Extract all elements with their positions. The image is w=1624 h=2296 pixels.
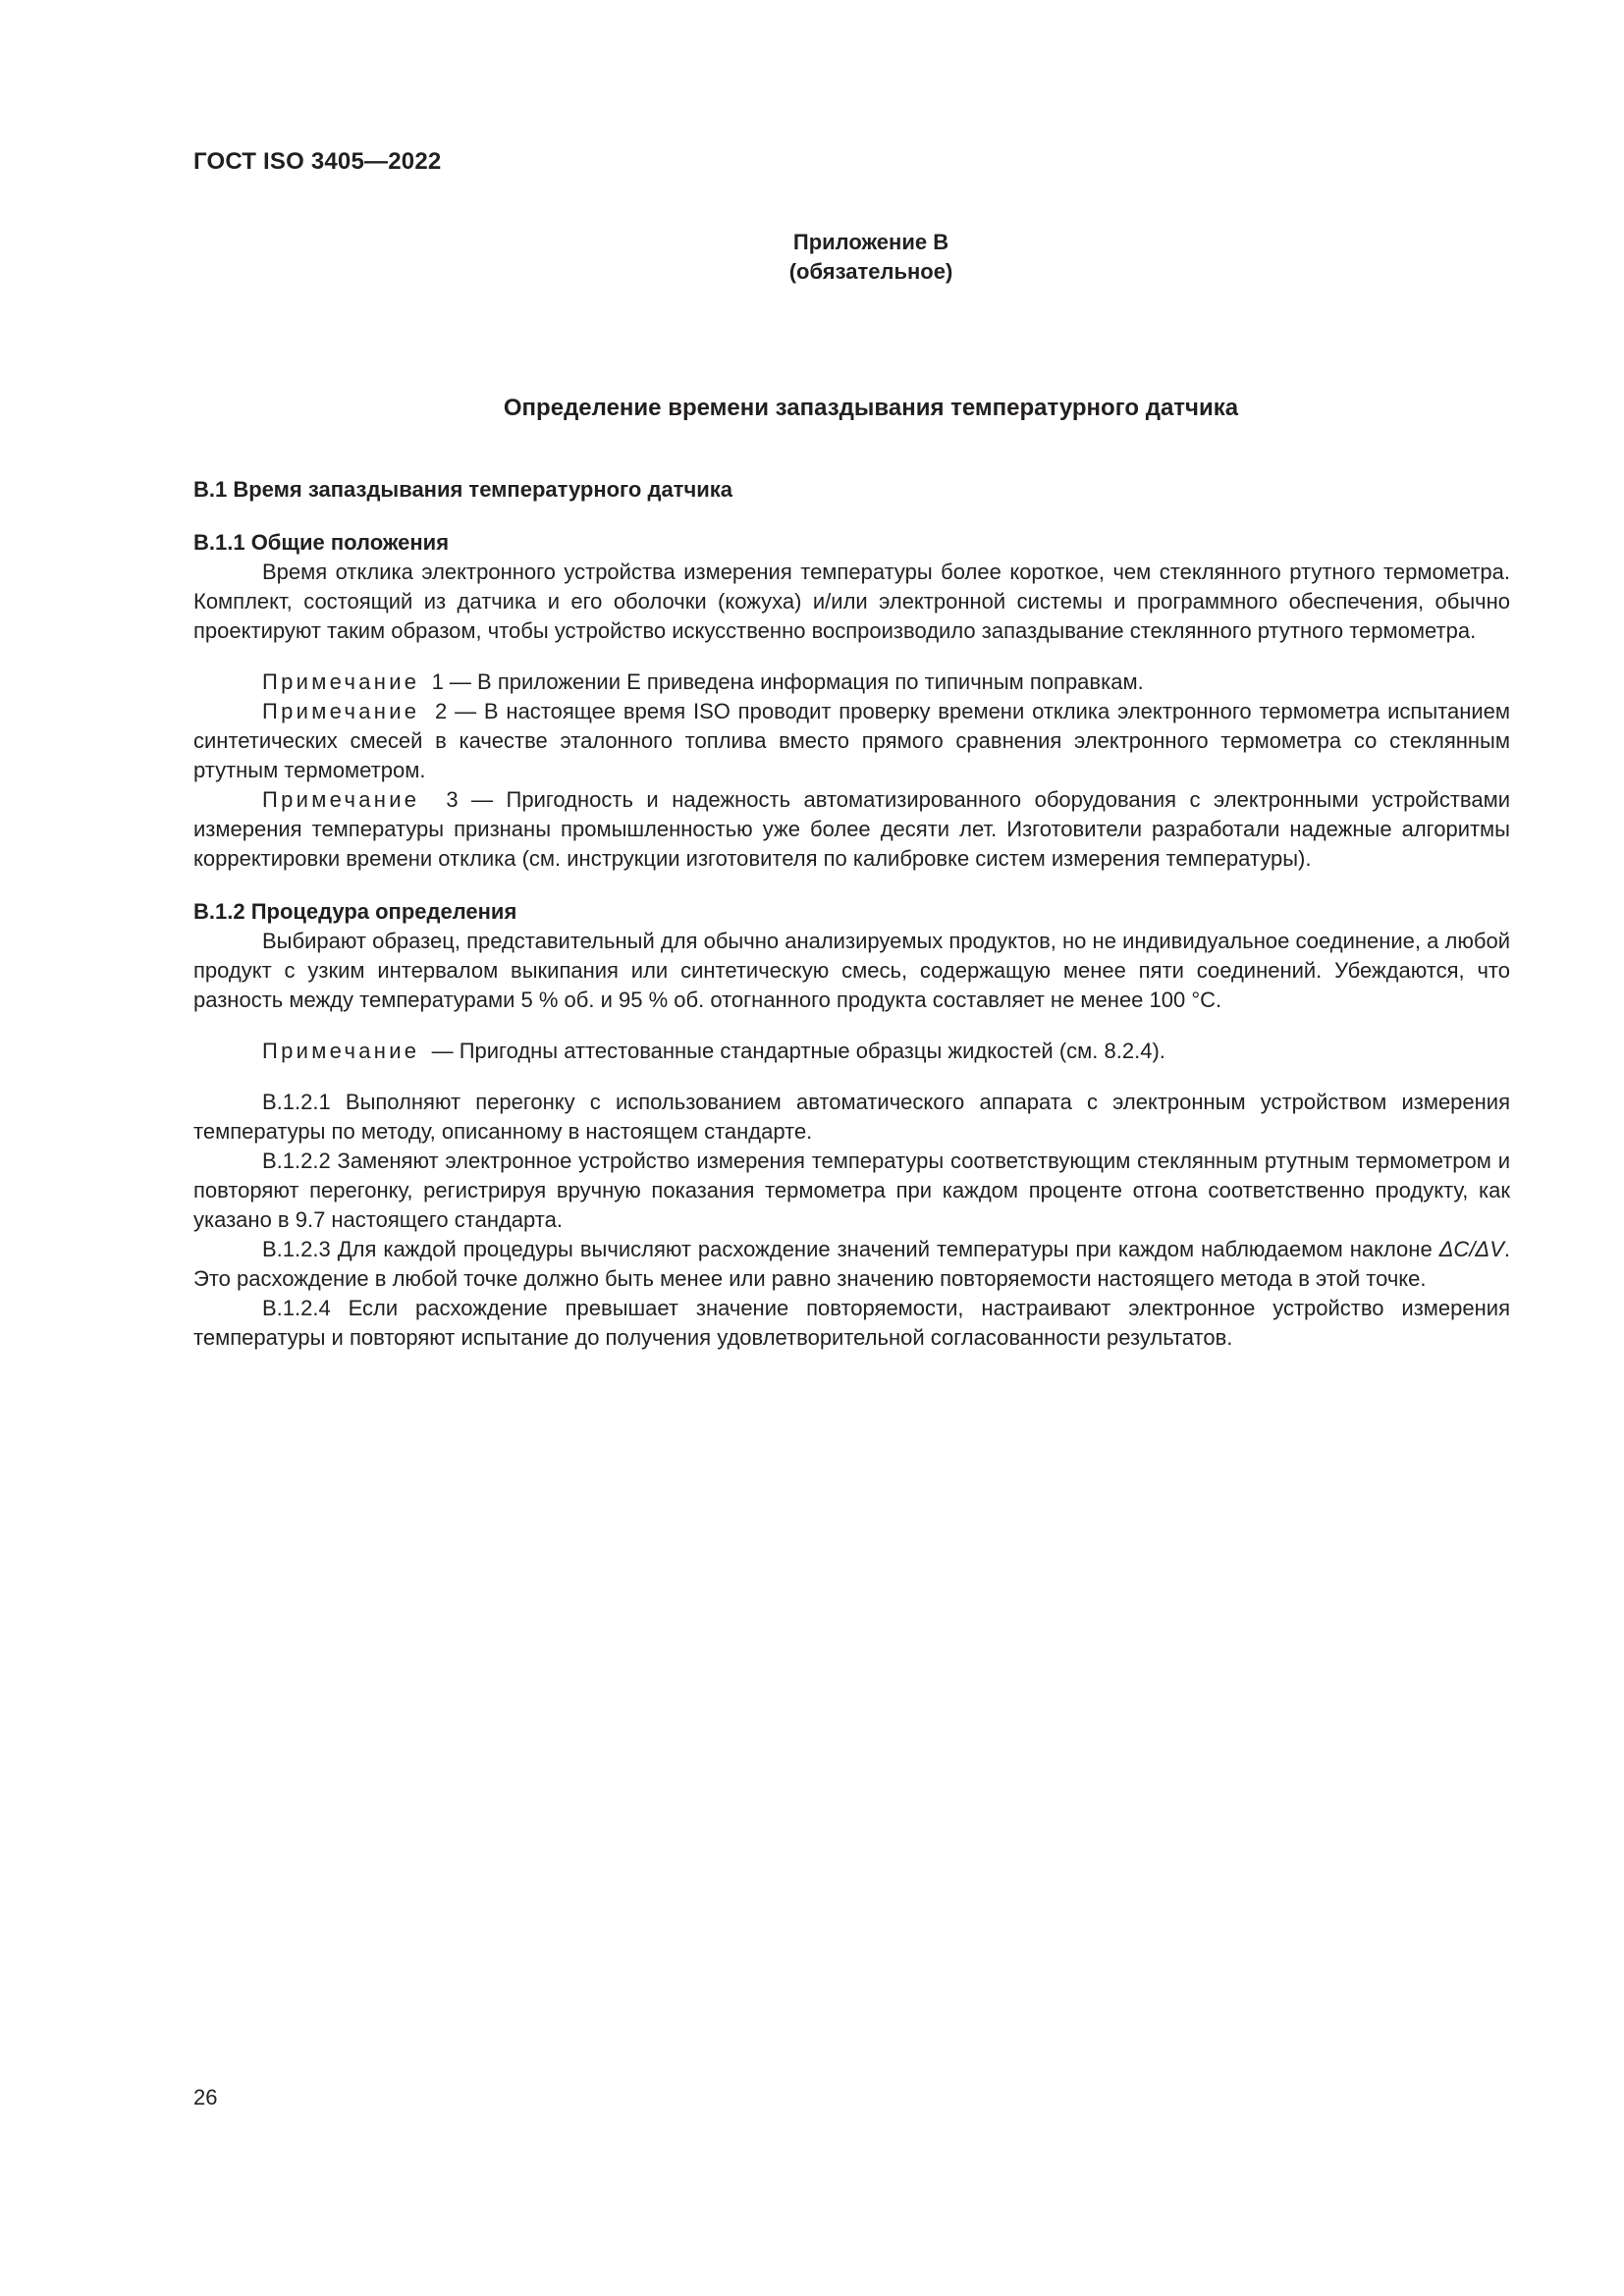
annex-heading: Определение времени запаздывания температурного датчика [503,395,1239,421]
note-2 [193,697,1510,785]
clause-b124: B.1.2.4 Если расхождение превышает значение повторяемости, настраивают электронное устройство измерения температуры и повторяют испытание до получения удовлетворительной согласованности результатов. [193,1296,1510,1350]
document-body [193,475,1510,1353]
note-label: Примечание [262,787,420,812]
section-b11-title: B.1.1 Общие положения [193,530,450,555]
clause-b123-pre: B.1.2.3 Для каждой процедуры вычисляют расхождение значений температуры при каждом наблюдаемом наклоне [262,1237,1439,1261]
annex-status: (обязательное) [788,259,953,284]
clause-b123 [193,1235,1510,1294]
section-b1-title: B.1 Время запаздывания температурного датчика [193,477,733,502]
slope-formula: ΔC/ΔV [1438,1237,1504,1261]
note-2-text: 2 — В настоящее время ISO проводит проверку времени отклика электронного термометра испытанием синтетических смесей в качестве эталонного топлива вместо прямого сравнения электронного термометра со стеклянным ртутным термометром. [193,699,1510,782]
note-label: Примечание [262,699,420,723]
note-3-text: 3 — Пригодность и надежность автоматизированного оборудования с электронными устройствами измерения температуры признаны промышленностью уже более десяти лет. Изготовители разработали надежные алгоритмы корректировки времени отклика (см. инструкции изготовителя по калибровке систем измерения температуры). [193,787,1510,871]
annex-title: Приложение B [792,230,949,254]
note-4 [193,1037,1510,1066]
document-id-header: ГОСТ ISO 3405—2022 [193,148,442,175]
section-b12-title: B.1.2 Процедура определения [193,899,517,924]
note-1 [193,667,1510,697]
section-b12-paragraph: Выбирают образец, представительный для обычно анализируемых продуктов, но не индивидуальное соединение, а любой продукт с узким интервалом выкипания или синтетическую смесь, содержащую менее пяти соединений. Убеждаются, что разность между температурами 5 % об. и 95 % об. отогнанного продукта составляет не менее 100 °С. [193,929,1510,1012]
clause-b123-post: . Это расхождение в любой точке должно быть менее или равно значению повторяемости настоящего метода в этой точке. [193,1237,1510,1291]
section-b11-paragraph: Время отклика электронного устройства измерения температуры более короткое, чем стеклянного ртутного термометра. Комплект, состоящий из датчика и его оболочки (кожуха) и/или электронной системы и программного обеспечения, обычно проектируют таким образом, чтобы устройство искусственно воспроизводило запаздывание стеклянного ртутного термометра. [193,560,1510,643]
note-3 [193,785,1510,874]
clause-b121: B.1.2.1 Выполняют перегонку с использованием автоматического аппарата с электронным устройством измерения температуры по методу, описанному в настоящем стандарте. [193,1090,1510,1144]
page-number: 26 [193,2085,218,2109]
note-1-text: 1 — В приложении E приведена информация по типичным поправкам. [431,669,1144,694]
clause-b122: B.1.2.2 Заменяют электронное устройство измерения температуры соответствующим стеклянным ртутным термометром и повторяют перегонку, регистрируя вручную показания термометра при каждом проценте отгона соответственно продукту, как указано в 9.7 настоящего стандарта. [193,1148,1510,1232]
note-label: Примечание [262,1039,420,1063]
note-4-text: — Пригодны аттестованные стандартные образцы жидкостей (см. 8.2.4). [431,1039,1165,1063]
note-label: Примечание [262,669,420,694]
annex-title-block [0,228,1624,287]
